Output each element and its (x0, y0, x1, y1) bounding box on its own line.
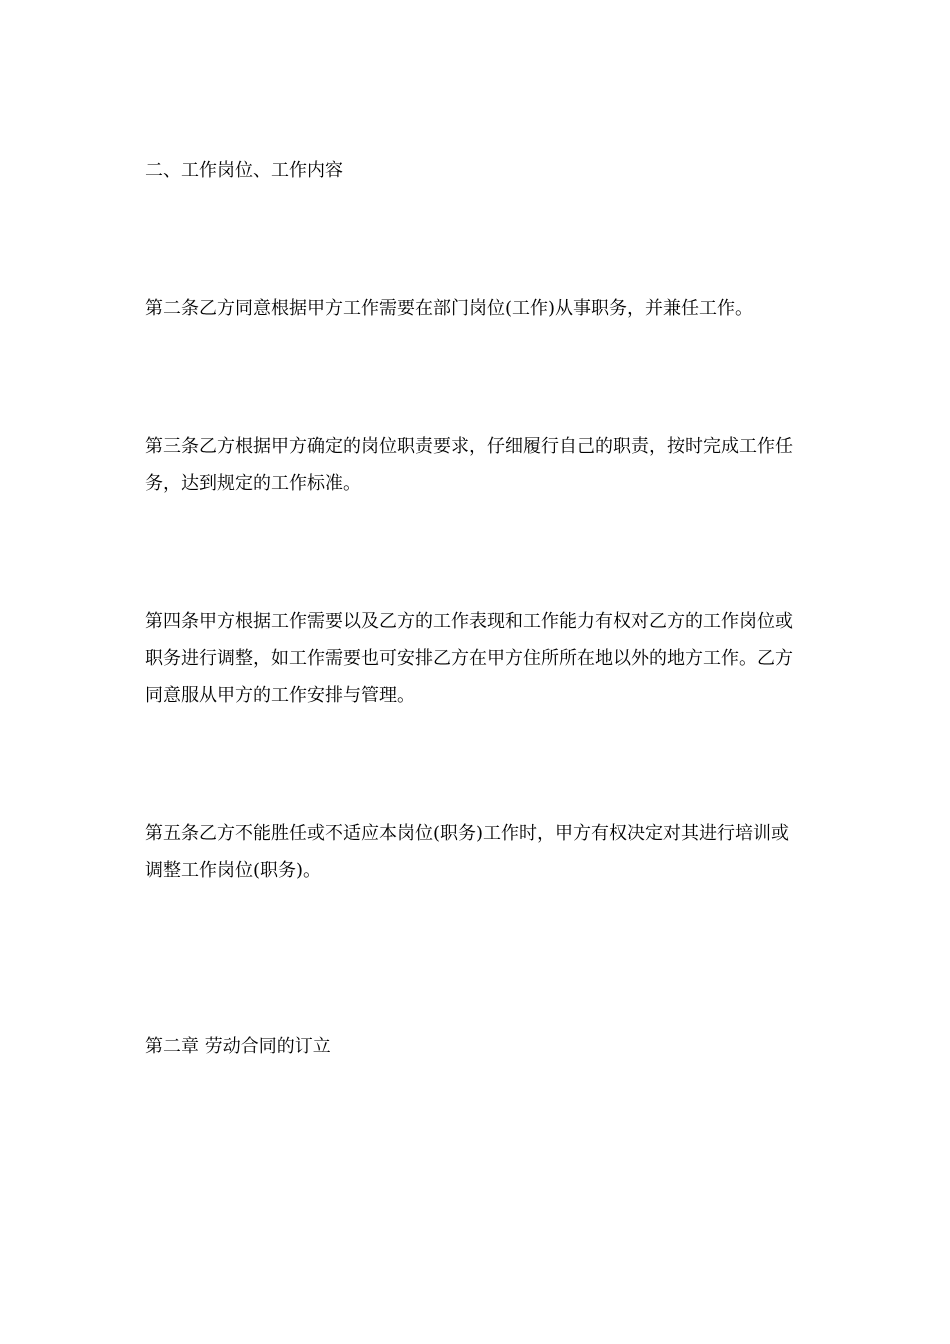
article-3-paragraph: 第三条乙方根据甲方确定的岗位职责要求，仔细履行自己的职责，按时完成工作任务，达到规定的工作标准。 (145, 436, 793, 494)
chapter-2-heading: 第二章 劳动合同的订立 (145, 1036, 331, 1057)
article-5-paragraph: 第五条乙方不能胜任或不适应本岗位(职务)工作时，甲方有权决定对其进行培训或调整工作岗位(职务)。 (145, 823, 790, 881)
article-4-paragraph: 第四条甲方根据工作需要以及乙方的工作表现和工作能力有权对乙方的工作岗位或职务进行调整，如工作需要也可安排乙方在甲方住所所在地以外的地方工作。乙方同意服从甲方的工作安排与管理。 (145, 611, 793, 706)
article-2-paragraph: 第二条乙方同意根据甲方工作需要在部门岗位(工作)从事职务，并兼任工作。 (145, 298, 754, 319)
section-heading-work-position: 二、工作岗位、工作内容 (145, 160, 343, 181)
